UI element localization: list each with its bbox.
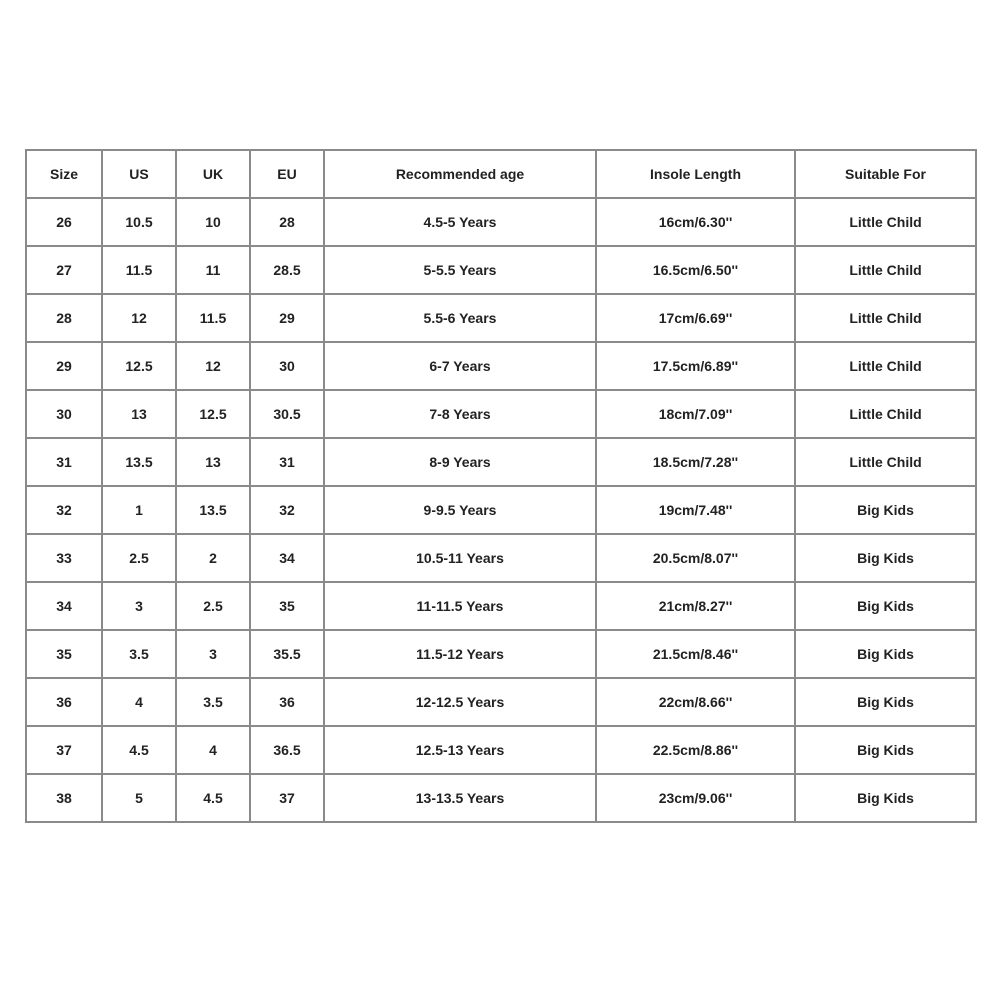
table-row xyxy=(26,390,976,438)
size-cell: 27 xyxy=(26,246,102,294)
uk-cell: 11 xyxy=(176,246,250,294)
eu-cell: 32 xyxy=(250,486,324,534)
insole-length-cell: 18cm/7.09'' xyxy=(596,390,795,438)
header-uk: UK xyxy=(176,150,250,198)
suitable-for-cell: Big Kids xyxy=(795,774,976,822)
size-cell: 29 xyxy=(26,342,102,390)
us-cell: 5 xyxy=(102,774,176,822)
recommended-age-cell: 5-5.5 Years xyxy=(324,246,596,294)
uk-cell: 12 xyxy=(176,342,250,390)
suitable-for-cell: Big Kids xyxy=(795,726,976,774)
size-chart-table xyxy=(25,149,977,823)
header-row xyxy=(26,150,976,198)
recommended-age-cell: 8-9 Years xyxy=(324,438,596,486)
recommended-age-cell: 11-11.5 Years xyxy=(324,582,596,630)
uk-cell: 3.5 xyxy=(176,678,250,726)
uk-cell: 13 xyxy=(176,438,250,486)
insole-length-cell: 17cm/6.69'' xyxy=(596,294,795,342)
size-cell: 31 xyxy=(26,438,102,486)
table-row xyxy=(26,678,976,726)
eu-cell: 35.5 xyxy=(250,630,324,678)
insole-length-cell: 20.5cm/8.07'' xyxy=(596,534,795,582)
suitable-for-cell: Little Child xyxy=(795,246,976,294)
insole-length-cell: 16.5cm/6.50'' xyxy=(596,246,795,294)
us-cell: 2.5 xyxy=(102,534,176,582)
uk-cell: 12.5 xyxy=(176,390,250,438)
recommended-age-cell: 4.5-5 Years xyxy=(324,198,596,246)
uk-cell: 4 xyxy=(176,726,250,774)
insole-length-cell: 21cm/8.27'' xyxy=(596,582,795,630)
suitable-for-cell: Big Kids xyxy=(795,486,976,534)
insole-length-cell: 22.5cm/8.86'' xyxy=(596,726,795,774)
table-row xyxy=(26,438,976,486)
eu-cell: 30 xyxy=(250,342,324,390)
eu-cell: 37 xyxy=(250,774,324,822)
eu-cell: 36.5 xyxy=(250,726,324,774)
suitable-for-cell: Big Kids xyxy=(795,678,976,726)
header-insole-length: Insole Length xyxy=(596,150,795,198)
insole-length-cell: 21.5cm/8.46'' xyxy=(596,630,795,678)
table-body xyxy=(26,198,976,822)
uk-cell: 4.5 xyxy=(176,774,250,822)
us-cell: 3.5 xyxy=(102,630,176,678)
recommended-age-cell: 5.5-6 Years xyxy=(324,294,596,342)
eu-cell: 34 xyxy=(250,534,324,582)
table-header xyxy=(26,150,976,198)
size-cell: 38 xyxy=(26,774,102,822)
uk-cell: 2.5 xyxy=(176,582,250,630)
table-row xyxy=(26,726,976,774)
table-row xyxy=(26,198,976,246)
insole-length-cell: 22cm/8.66'' xyxy=(596,678,795,726)
size-cell: 34 xyxy=(26,582,102,630)
table-row xyxy=(26,630,976,678)
table-row xyxy=(26,342,976,390)
size-cell: 33 xyxy=(26,534,102,582)
eu-cell: 36 xyxy=(250,678,324,726)
recommended-age-cell: 6-7 Years xyxy=(324,342,596,390)
recommended-age-cell: 10.5-11 Years xyxy=(324,534,596,582)
size-cell: 26 xyxy=(26,198,102,246)
us-cell: 4 xyxy=(102,678,176,726)
insole-length-cell: 23cm/9.06'' xyxy=(596,774,795,822)
us-cell: 10.5 xyxy=(102,198,176,246)
suitable-for-cell: Little Child xyxy=(795,342,976,390)
suitable-for-cell: Little Child xyxy=(795,294,976,342)
insole-length-cell: 16cm/6.30'' xyxy=(596,198,795,246)
table-row xyxy=(26,582,976,630)
eu-cell: 31 xyxy=(250,438,324,486)
uk-cell: 10 xyxy=(176,198,250,246)
us-cell: 11.5 xyxy=(102,246,176,294)
header-eu: EU xyxy=(250,150,324,198)
us-cell: 1 xyxy=(102,486,176,534)
eu-cell: 28.5 xyxy=(250,246,324,294)
size-cell: 36 xyxy=(26,678,102,726)
uk-cell: 2 xyxy=(176,534,250,582)
table-row xyxy=(26,486,976,534)
recommended-age-cell: 12.5-13 Years xyxy=(324,726,596,774)
insole-length-cell: 18.5cm/7.28'' xyxy=(596,438,795,486)
suitable-for-cell: Big Kids xyxy=(795,630,976,678)
us-cell: 12.5 xyxy=(102,342,176,390)
table-row xyxy=(26,774,976,822)
suitable-for-cell: Little Child xyxy=(795,198,976,246)
recommended-age-cell: 13-13.5 Years xyxy=(324,774,596,822)
us-cell: 12 xyxy=(102,294,176,342)
uk-cell: 11.5 xyxy=(176,294,250,342)
header-recommended-age: Recommended age xyxy=(324,150,596,198)
size-cell: 37 xyxy=(26,726,102,774)
us-cell: 3 xyxy=(102,582,176,630)
recommended-age-cell: 11.5-12 Years xyxy=(324,630,596,678)
us-cell: 13 xyxy=(102,390,176,438)
suitable-for-cell: Big Kids xyxy=(795,582,976,630)
header-us: US xyxy=(102,150,176,198)
eu-cell: 29 xyxy=(250,294,324,342)
eu-cell: 35 xyxy=(250,582,324,630)
recommended-age-cell: 9-9.5 Years xyxy=(324,486,596,534)
table-row xyxy=(26,534,976,582)
recommended-age-cell: 12-12.5 Years xyxy=(324,678,596,726)
insole-length-cell: 17.5cm/6.89'' xyxy=(596,342,795,390)
suitable-for-cell: Little Child xyxy=(795,390,976,438)
size-cell: 28 xyxy=(26,294,102,342)
size-cell: 30 xyxy=(26,390,102,438)
us-cell: 4.5 xyxy=(102,726,176,774)
us-cell: 13.5 xyxy=(102,438,176,486)
insole-length-cell: 19cm/7.48'' xyxy=(596,486,795,534)
header-size: Size xyxy=(26,150,102,198)
suitable-for-cell: Big Kids xyxy=(795,534,976,582)
recommended-age-cell: 7-8 Years xyxy=(324,390,596,438)
eu-cell: 28 xyxy=(250,198,324,246)
uk-cell: 13.5 xyxy=(176,486,250,534)
eu-cell: 30.5 xyxy=(250,390,324,438)
size-cell: 35 xyxy=(26,630,102,678)
size-cell: 32 xyxy=(26,486,102,534)
header-suitable-for: Suitable For xyxy=(795,150,976,198)
uk-cell: 3 xyxy=(176,630,250,678)
table-row xyxy=(26,294,976,342)
suitable-for-cell: Little Child xyxy=(795,438,976,486)
table-row xyxy=(26,246,976,294)
